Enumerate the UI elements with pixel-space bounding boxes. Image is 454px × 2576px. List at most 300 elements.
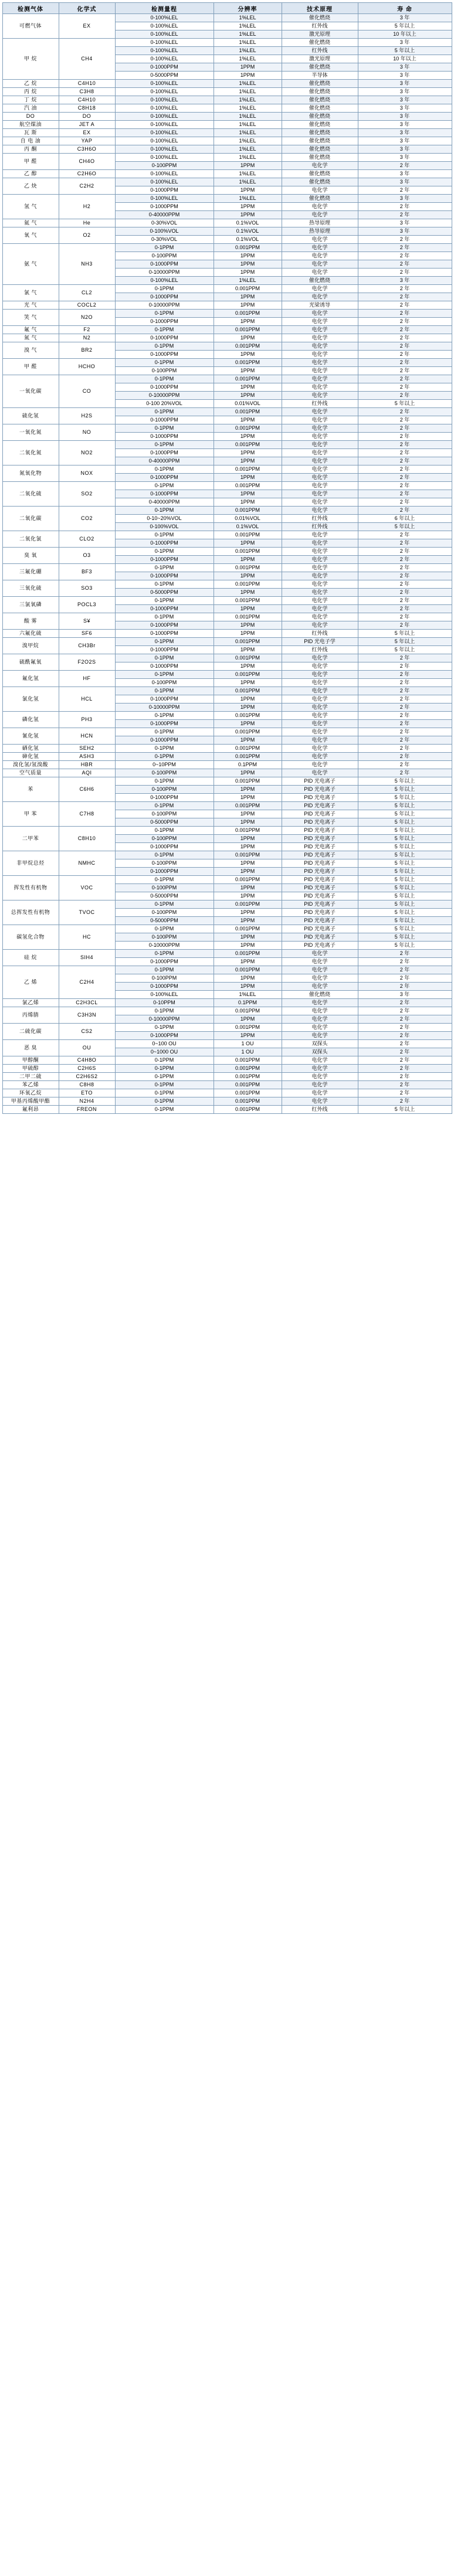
cell-technology: 催化燃烧: [282, 170, 358, 178]
cell-lifetime: 2 年: [358, 761, 452, 769]
cell-technology: 电化学: [282, 310, 358, 318]
cell-gas-name: 笑 气: [2, 310, 59, 326]
cell-gas-name: 非甲烷总烃: [2, 851, 59, 876]
cell-lifetime: 2 年: [358, 572, 452, 580]
cell-detection-range: 0-1PPM: [115, 244, 214, 252]
cell-chemical-formula: C3H3N: [59, 1007, 115, 1024]
cell-resolution: 1PPM: [214, 679, 282, 687]
cell-detection-range: 0-1PPM: [115, 654, 214, 662]
cell-lifetime: 2 年: [358, 457, 452, 465]
cell-detection-range: 0-1PPM: [115, 1065, 214, 1073]
cell-chemical-formula: C2H6O: [59, 170, 115, 178]
table-row: [2, 728, 452, 736]
cell-gas-name: 汽 油: [2, 104, 59, 113]
cell-detection-range: 0-100PPM: [115, 974, 214, 983]
cell-detection-range: 0-1PPM: [115, 359, 214, 367]
table-row: [2, 1089, 452, 1097]
table-row: [2, 597, 452, 605]
table-row: [2, 482, 452, 490]
cell-technology: 红外线: [282, 515, 358, 523]
cell-detection-range: 0-1PPM: [115, 1073, 214, 1081]
cell-lifetime: 5 年以上: [358, 523, 452, 531]
cell-gas-name: 氨 气: [2, 244, 59, 285]
cell-resolution: 1%LEL: [214, 47, 282, 55]
table-row: [2, 408, 452, 416]
cell-chemical-formula: CH4: [59, 39, 115, 80]
cell-chemical-formula: C2H6S: [59, 1065, 115, 1073]
cell-lifetime: 2 年: [358, 983, 452, 991]
table-row: [2, 999, 452, 1007]
cell-detection-range: 0-100PPM: [115, 162, 214, 170]
cell-technology: 电化学: [282, 564, 358, 572]
cell-resolution: 1%LEL: [214, 145, 282, 154]
cell-technology: 激光原理: [282, 55, 358, 63]
cell-technology: 催化燃烧: [282, 88, 358, 96]
cell-technology: 催化燃烧: [282, 195, 358, 203]
cell-resolution: 0.001PPM: [214, 712, 282, 720]
cell-chemical-formula: N2H4: [59, 1097, 115, 1106]
cell-detection-range: 0-100%LEL: [115, 991, 214, 999]
cell-technology: 电化学: [282, 186, 358, 195]
cell-lifetime: 2 年: [358, 326, 452, 334]
cell-chemical-formula: O2: [59, 227, 115, 244]
cell-chemical-formula: C6H6: [59, 777, 115, 802]
cell-lifetime: 5 年以上: [358, 843, 452, 851]
cell-resolution: 1PPM: [214, 293, 282, 301]
cell-detection-range: 0-100%LEL: [115, 113, 214, 121]
cell-detection-range: 0-1000PPM: [115, 720, 214, 728]
cell-lifetime: 2 年: [358, 679, 452, 687]
cell-gas-name: 溴 气: [2, 342, 59, 359]
cell-detection-range: 0-100%VOL: [115, 227, 214, 236]
cell-resolution: 1PPM: [214, 457, 282, 465]
cell-technology: PID 光电离子: [282, 818, 358, 827]
cell-technology: 电化学: [282, 999, 358, 1007]
cell-chemical-formula: CO: [59, 375, 115, 408]
cell-resolution: 0.001PPM: [214, 564, 282, 572]
cell-technology: 电化学: [282, 408, 358, 416]
cell-resolution: 1PPM: [214, 736, 282, 745]
cell-lifetime: 2 年: [358, 769, 452, 777]
cell-technology: PID 光电离子: [282, 835, 358, 843]
cell-resolution: 0.001PPM: [214, 925, 282, 933]
cell-technology: 红外线: [282, 1106, 358, 1114]
cell-detection-range: 0-1PPM: [115, 638, 214, 646]
cell-resolution: 1PPM: [214, 884, 282, 892]
cell-lifetime: 2 年: [358, 1065, 452, 1073]
cell-detection-range: 0-1000PPM: [115, 474, 214, 482]
cell-technology: 双探头: [282, 1040, 358, 1048]
cell-resolution: 0.001PPM: [214, 777, 282, 786]
cell-gas-name: 乙 烯: [2, 966, 59, 999]
cell-technology: 电化学: [282, 621, 358, 630]
cell-resolution: 1PPM: [214, 260, 282, 269]
cell-chemical-formula: HBR: [59, 761, 115, 769]
cell-chemical-formula: HC: [59, 925, 115, 950]
cell-lifetime: 2 年: [358, 621, 452, 630]
cell-chemical-formula: EX: [59, 14, 115, 39]
cell-gas-name: 甲 苯: [2, 802, 59, 827]
cell-detection-range: 0-1PPM: [115, 827, 214, 835]
cell-detection-range: 0-100%LEL: [115, 178, 214, 186]
cell-lifetime: 2 年: [358, 252, 452, 260]
table-row: [2, 441, 452, 449]
cell-detection-range: 0-1000PPM: [115, 260, 214, 269]
cell-detection-range: 0-1PPM: [115, 1056, 214, 1065]
cell-technology: 电化学: [282, 950, 358, 958]
table-row: [2, 777, 452, 786]
cell-chemical-formula: He: [59, 219, 115, 227]
cell-chemical-formula: S¥: [59, 613, 115, 630]
cell-detection-range: 0-100%LEL: [115, 137, 214, 145]
table-row: [2, 195, 452, 203]
cell-gas-name: 三氟化硼: [2, 564, 59, 580]
cell-technology: PID 光电离子: [282, 892, 358, 900]
cell-detection-range: 0-1PPM: [115, 564, 214, 572]
cell-resolution: 0.001PPM: [214, 424, 282, 433]
cell-gas-name: 丁 烷: [2, 96, 59, 104]
table-row: [2, 769, 452, 777]
cell-detection-range: 0-1000PPM: [115, 983, 214, 991]
cell-detection-range: 0-1PPM: [115, 777, 214, 786]
cell-lifetime: 2 年: [358, 745, 452, 753]
cell-lifetime: 3 年: [358, 88, 452, 96]
cell-detection-range: 0-100PPM: [115, 252, 214, 260]
cell-resolution: 1PPM: [214, 958, 282, 966]
cell-lifetime: 2 年: [358, 441, 452, 449]
cell-gas-name: 可燃气体: [2, 14, 59, 39]
cell-resolution: 1PPM: [214, 334, 282, 342]
cell-lifetime: 5 年以上: [358, 884, 452, 892]
cell-lifetime: 2 年: [358, 613, 452, 621]
cell-lifetime: 5 年以上: [358, 900, 452, 909]
cell-resolution: 1PPM: [214, 605, 282, 613]
cell-chemical-formula: COCL2: [59, 301, 115, 310]
cell-detection-range: 0-5000PPM: [115, 589, 214, 597]
cell-technology: PID 光电离子: [282, 786, 358, 794]
cell-detection-range: 0-1000PPM: [115, 662, 214, 671]
table-row: [2, 129, 452, 137]
cell-lifetime: 2 年: [358, 367, 452, 375]
cell-technology: 电化学: [282, 490, 358, 498]
table-row: [2, 285, 452, 293]
cell-chemical-formula: SIH4: [59, 950, 115, 966]
cell-resolution: 0.001PPM: [214, 597, 282, 605]
cell-lifetime: 3 年: [358, 227, 452, 236]
cell-resolution: 0.001PPM: [214, 745, 282, 753]
cell-lifetime: 5 年以上: [358, 786, 452, 794]
table-row: [2, 310, 452, 318]
cell-gas-name: 二硫化碳: [2, 1024, 59, 1040]
cell-detection-range: 0-10000PPM: [115, 704, 214, 712]
cell-lifetime: 2 年: [358, 580, 452, 589]
cell-lifetime: 2 年: [358, 654, 452, 662]
cell-technology: 催化燃烧: [282, 14, 358, 22]
table-row: [2, 613, 452, 621]
cell-detection-range: 0-1PPM: [115, 1081, 214, 1089]
cell-chemical-formula: C3H8: [59, 88, 115, 96]
cell-detection-range: 0-5000PPM: [115, 917, 214, 925]
cell-lifetime: 2 年: [358, 1024, 452, 1032]
cell-detection-range: 0-1PPM: [115, 728, 214, 736]
cell-resolution: 0.001PPM: [214, 671, 282, 679]
table-row: [2, 802, 452, 810]
cell-chemical-formula: SO2: [59, 482, 115, 507]
cell-gas-name: 氮氧化物: [2, 465, 59, 482]
table-row: [2, 654, 452, 662]
cell-technology: 电化学: [282, 589, 358, 597]
cell-technology: 电化学: [282, 712, 358, 720]
cell-chemical-formula: HCN: [59, 728, 115, 745]
cell-chemical-formula: C4H10: [59, 96, 115, 104]
cell-technology: 电化学: [282, 1007, 358, 1015]
cell-detection-range: 0-1000PPM: [115, 490, 214, 498]
cell-technology: 电化学: [282, 441, 358, 449]
cell-resolution: 1 OU: [214, 1048, 282, 1056]
cell-technology: 催化燃烧: [282, 104, 358, 113]
cell-detection-range: 0-100%LEL: [115, 104, 214, 113]
cell-lifetime: 2 年: [358, 695, 452, 704]
cell-chemical-formula: OU: [59, 1040, 115, 1056]
cell-lifetime: 2 年: [358, 383, 452, 392]
cell-gas-name: 氟 气: [2, 326, 59, 334]
cell-detection-range: 0-10000PPM: [115, 942, 214, 950]
cell-technology: 催化燃烧: [282, 80, 358, 88]
cell-chemical-formula: NO: [59, 424, 115, 441]
table-row: [2, 219, 452, 227]
cell-lifetime: 2 年: [358, 1073, 452, 1081]
cell-gas-name: DO: [2, 113, 59, 121]
table-row: [2, 851, 452, 859]
cell-technology: 电化学: [282, 1073, 358, 1081]
cell-technology: 电化学: [282, 662, 358, 671]
cell-resolution: 1%LEL: [214, 170, 282, 178]
cell-lifetime: 3 年: [358, 195, 452, 203]
column-header-technology: 技术原理: [282, 3, 358, 14]
cell-detection-range: 0-100%LEL: [115, 277, 214, 285]
cell-resolution: 1PPM: [214, 269, 282, 277]
cell-resolution: 1PPM: [214, 818, 282, 827]
cell-lifetime: 2 年: [358, 351, 452, 359]
cell-lifetime: 3 年: [358, 113, 452, 121]
cell-gas-name: 乙 烷: [2, 80, 59, 88]
cell-resolution: 1%LEL: [214, 129, 282, 137]
cell-resolution: 1PPM: [214, 983, 282, 991]
cell-chemical-formula: N2: [59, 334, 115, 342]
cell-lifetime: 3 年: [358, 121, 452, 129]
table-row: [2, 424, 452, 433]
cell-lifetime: 5 年以上: [358, 859, 452, 868]
cell-chemical-formula: YAP: [59, 137, 115, 145]
table-row: [2, 507, 452, 515]
cell-lifetime: 2 年: [358, 424, 452, 433]
cell-chemical-formula: BF3: [59, 564, 115, 580]
cell-detection-range: 0-100PPM: [115, 786, 214, 794]
table-row: [2, 113, 452, 121]
cell-chemical-formula: NOX: [59, 465, 115, 482]
cell-lifetime: 6 年以上: [358, 515, 452, 523]
cell-detection-range: 0-100%LEL: [115, 80, 214, 88]
cell-technology: 电化学: [282, 531, 358, 539]
cell-detection-range: 0-100%LEL: [115, 30, 214, 39]
cell-detection-range: 0-1PPM: [115, 712, 214, 720]
cell-technology: 电化学: [282, 1097, 358, 1106]
cell-gas-name: 甲 醛: [2, 359, 59, 375]
cell-technology: 电化学: [282, 392, 358, 400]
cell-technology: 红外线: [282, 22, 358, 30]
cell-gas-name: 自 电 油: [2, 137, 59, 145]
cell-lifetime: 2 年: [358, 1081, 452, 1089]
cell-resolution: 0.001PPM: [214, 359, 282, 367]
cell-technology: PID 光电离子: [282, 859, 358, 868]
cell-technology: 电化学: [282, 507, 358, 515]
cell-technology: PID 光电离子: [282, 917, 358, 925]
cell-lifetime: 5 年以上: [358, 810, 452, 818]
cell-resolution: 0.001PPM: [214, 1089, 282, 1097]
cell-gas-name: 氯乙烯: [2, 999, 59, 1007]
cell-chemical-formula: ETO: [59, 1089, 115, 1097]
cell-detection-range: 0-1PPM: [115, 1089, 214, 1097]
cell-detection-range: 0-1PPM: [115, 310, 214, 318]
cell-technology: PID 光电离子: [282, 827, 358, 835]
cell-chemical-formula: C8H18: [59, 104, 115, 113]
cell-gas-name: 总挥发性有机物: [2, 900, 59, 925]
cell-technology: 催化燃烧: [282, 277, 358, 285]
cell-detection-range: 0-5000PPM: [115, 818, 214, 827]
cell-resolution: 1PPM: [214, 917, 282, 925]
cell-resolution: 1PPM: [214, 630, 282, 638]
cell-detection-range: 0-100%LEL: [115, 145, 214, 154]
cell-detection-range: 0-1PPM: [115, 753, 214, 761]
cell-gas-name: 甲硫醇: [2, 1065, 59, 1073]
table-row: [2, 753, 452, 761]
cell-technology: 电化学: [282, 761, 358, 769]
cell-resolution: 0.001PPM: [214, 408, 282, 416]
cell-resolution: 1 OU: [214, 1040, 282, 1048]
cell-resolution: 1PPM: [214, 539, 282, 548]
cell-gas-name: 氟利昂: [2, 1106, 59, 1114]
cell-detection-range: 0-100%LEL: [115, 55, 214, 63]
table-row: [2, 326, 452, 334]
cell-gas-name: 氧 气: [2, 227, 59, 244]
cell-resolution: 0.001PPM: [214, 802, 282, 810]
cell-resolution: 0.1PPM: [214, 999, 282, 1007]
cell-lifetime: 3 年: [358, 72, 452, 80]
cell-gas-name: 二氧化硫: [2, 482, 59, 507]
cell-lifetime: 2 年: [358, 1032, 452, 1040]
cell-detection-range: 0-1PPM: [115, 745, 214, 753]
cell-detection-range: 0-1PPM: [115, 326, 214, 334]
cell-resolution: 1%LEL: [214, 14, 282, 22]
cell-detection-range: 0-1000PPM: [115, 868, 214, 876]
cell-resolution: 1PPM: [214, 835, 282, 843]
cell-resolution: 0.001PPM: [214, 654, 282, 662]
cell-resolution: 0.001PPM: [214, 548, 282, 556]
cell-resolution: 1PPM: [214, 1015, 282, 1024]
cell-lifetime: 2 年: [358, 539, 452, 548]
cell-technology: 热导原理: [282, 227, 358, 236]
cell-technology: PID 光电离子: [282, 802, 358, 810]
cell-lifetime: 5 年以上: [358, 892, 452, 900]
cell-technology: 红外线: [282, 400, 358, 408]
cell-detection-range: 0-30%VOL: [115, 219, 214, 227]
cell-resolution: 1PPM: [214, 794, 282, 802]
cell-technology: 红外线: [282, 523, 358, 531]
table-row: [2, 745, 452, 753]
cell-detection-range: 0-40000PPM: [115, 498, 214, 507]
cell-technology: PID 光电离子: [282, 942, 358, 950]
cell-lifetime: 2 年: [358, 359, 452, 367]
cell-technology: PID 光电离子: [282, 925, 358, 933]
cell-technology: 电化学: [282, 1056, 358, 1065]
cell-chemical-formula: C2H2: [59, 178, 115, 195]
cell-detection-range: 0-1PPM: [115, 950, 214, 958]
cell-lifetime: 5 年以上: [358, 876, 452, 884]
cell-resolution: 0.001PPM: [214, 342, 282, 351]
cell-resolution: 0.001PPM: [214, 1081, 282, 1089]
cell-lifetime: 2 年: [358, 531, 452, 539]
cell-resolution: 0.001PPM: [214, 482, 282, 490]
cell-detection-range: 0-1PPM: [115, 876, 214, 884]
cell-technology: 电化学: [282, 293, 358, 301]
cell-technology: 电化学: [282, 539, 358, 548]
cell-technology: PID 光电子学: [282, 638, 358, 646]
cell-gas-name: 苯: [2, 777, 59, 802]
cell-resolution: 0.001PPM: [214, 687, 282, 695]
cell-technology: 双探头: [282, 1048, 358, 1056]
cell-gas-name: 二氧化碳: [2, 507, 59, 531]
cell-technology: PID 光电离子: [282, 909, 358, 917]
cell-gas-name: 丙 酮: [2, 145, 59, 154]
cell-resolution: 1PPM: [214, 892, 282, 900]
cell-technology: 红外线: [282, 47, 358, 55]
cell-chemical-formula: C2H6S2: [59, 1073, 115, 1081]
cell-resolution: 1PPM: [214, 416, 282, 424]
table-row: [2, 1040, 452, 1048]
cell-detection-range: 0-100%LEL: [115, 47, 214, 55]
cell-detection-range: 0-10000PPM: [115, 392, 214, 400]
cell-detection-range: 0-1PPM: [115, 1097, 214, 1106]
cell-resolution: 0.001PPM: [214, 613, 282, 621]
gas-detection-spec-sheet: [0, 0, 454, 1114]
cell-gas-name: 甲醇酮: [2, 1056, 59, 1065]
cell-detection-range: 0-1PPM: [115, 966, 214, 974]
cell-detection-range: 0-1000PPM: [115, 1032, 214, 1040]
cell-technology: 催化燃烧: [282, 113, 358, 121]
cell-resolution: 0.1%VOL: [214, 523, 282, 531]
cell-detection-range: 0-5000PPM: [115, 892, 214, 900]
cell-gas-name: 光 气: [2, 301, 59, 310]
table-row: [2, 687, 452, 695]
cell-lifetime: 2 年: [358, 720, 452, 728]
cell-chemical-formula: DO: [59, 113, 115, 121]
cell-lifetime: 2 年: [358, 507, 452, 515]
cell-gas-name: 氯 气: [2, 285, 59, 301]
cell-technology: 电化学: [282, 1089, 358, 1097]
cell-technology: 电化学: [282, 367, 358, 375]
cell-technology: PID 光电离子: [282, 868, 358, 876]
cell-lifetime: 2 年: [358, 671, 452, 679]
cell-detection-range: 0-1000PPM: [115, 605, 214, 613]
cell-resolution: 0.001PPM: [214, 728, 282, 736]
cell-lifetime: 2 年: [358, 392, 452, 400]
cell-resolution: 0.001PPM: [214, 638, 282, 646]
cell-detection-range: 0-1PPM: [115, 851, 214, 859]
table-row: [2, 39, 452, 47]
cell-lifetime: 2 年: [358, 1089, 452, 1097]
cell-resolution: 0.001PPM: [214, 753, 282, 761]
table-row: [2, 465, 452, 474]
